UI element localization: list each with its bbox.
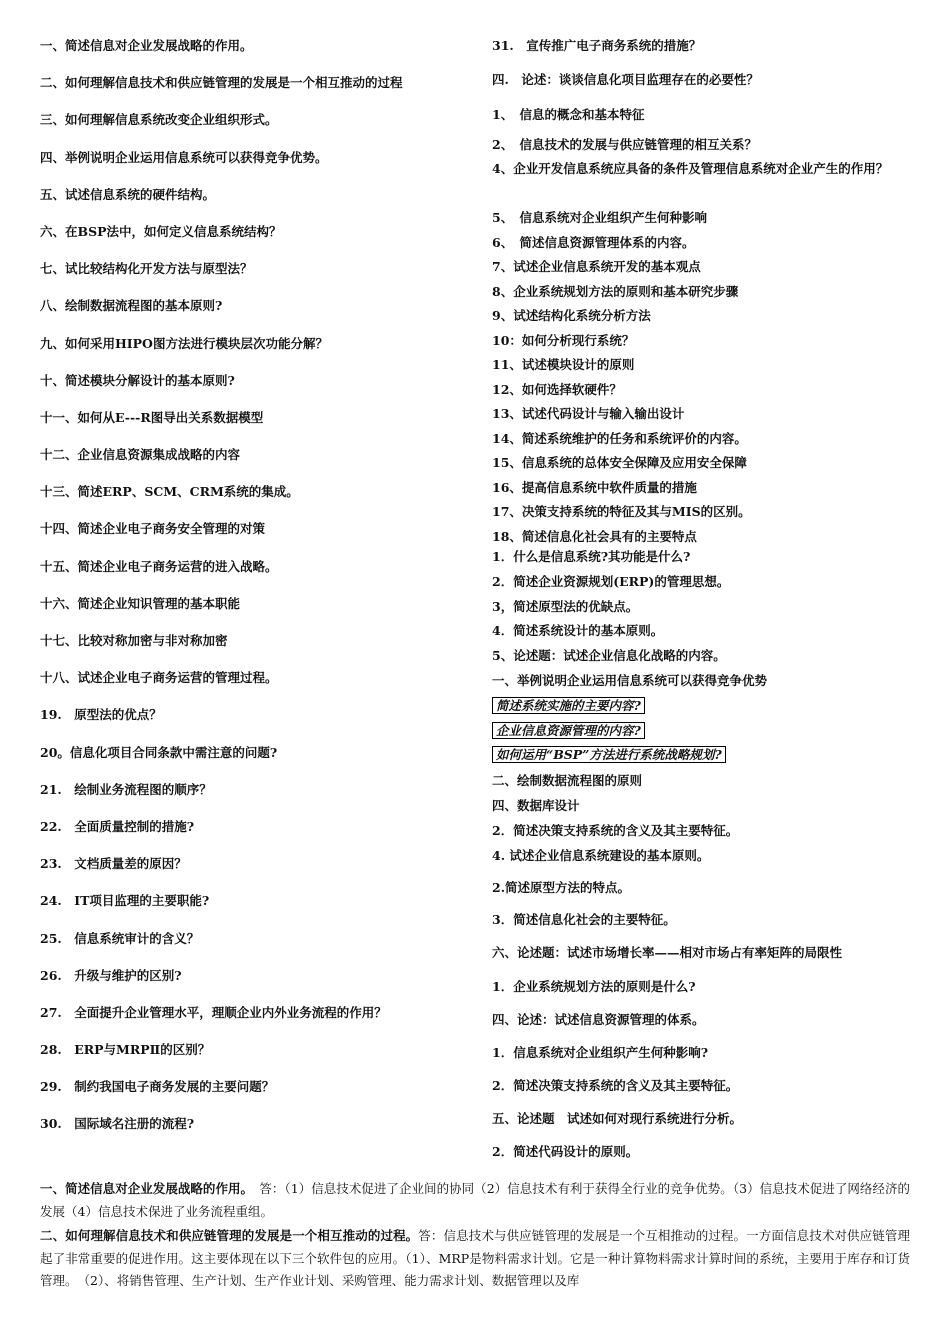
boxed-question: 如何运用“BSP”方法进行系统战略规划? <box>492 746 726 763</box>
left-question-item: 八、绘制数据流程图的基本原则? <box>40 298 223 314</box>
left-question-item: 22. 全面质量控制的措施? <box>40 818 195 834</box>
left-question-item: 20。信息化项目合同条款中需注意的问题? <box>40 744 278 760</box>
right-question-item: 16、提高信息系统中软件质量的措施 <box>492 480 697 495</box>
left-question-item: 23. 文档质量差的原因？ <box>40 856 187 872</box>
right-question-item: 四、数据库设计 <box>492 798 580 813</box>
right-question-item: 31. 宣传推广电子商务系统的措施？ <box>492 38 702 53</box>
answer-section <box>40 1178 910 1295</box>
right-question-item: 9、试述结构化系统分析方法 <box>492 308 651 323</box>
right-question-item: 五、论述题 试述如何对现行系统进行分析。 <box>492 1111 743 1126</box>
right-question-item: 10：如何分析现行系统？ <box>492 333 635 348</box>
right-question-item: 1、 信息的概念和基本特征 <box>492 107 645 122</box>
right-question-item: 5、 信息系统对企业组织产生何种影响 <box>492 210 707 225</box>
left-question-item: 28. ERP与MRPⅡ的区别？ <box>40 1042 211 1058</box>
left-question-item: 十六、简述企业知识管理的基本职能 <box>40 595 241 611</box>
left-question-item: 三、如何理解信息系统改变企业组织形式。 <box>40 112 278 128</box>
answer-text: 答：信息技术与供应链管理的发展是一个互相推动的过程。一方面信息技术对供应链管理起了非常重要的促进作用。这主要体现在以下三个软件包的应用。（1）、MRP是物料需求计划。它是一种计算物料需求计算时间的系统，主要用于库存和订货管理。 （2）、将销售管理、生产计划、生产作业计划、采购管理、能力需求计划、数据管理以及库 <box>40 1228 910 1288</box>
right-question-item: 17、决策支持系统的特征及其与MIS的区别。 <box>492 504 751 519</box>
left-question-item: 26. 升级与维护的区别? <box>40 967 182 983</box>
right-question-item: 四、论述：试述信息资源管理的体系。 <box>492 1012 705 1027</box>
left-question-item: 四、举例说明企业运用信息系统可以获得竞争优势。 <box>40 149 328 165</box>
left-question-item: 一、简述信息对企业发展战略的作用。 <box>40 38 253 53</box>
right-question-item: 2．简述代码设计的原则。 <box>492 1144 639 1159</box>
left-question-item: 十四、简述企业电子商务安全管理的对策 <box>40 521 266 537</box>
left-question-item: 25. 信息系统审计的含义？ <box>40 930 200 946</box>
right-question-item: 3，简述原型法的优缺点。 <box>492 599 639 614</box>
right-question-item: 2．简述决策支持系统的含义及其主要特征。 <box>492 1078 739 1093</box>
right-question-item: 2、 信息技术的发展与供应链管理的相互关系？ <box>492 137 757 152</box>
right-question-item: 4、企业开发信息系统应具备的条件及管理信息系统对企业产生的作用？ <box>492 161 889 176</box>
right-question-item: 4. 试述企业信息系统建设的基本原则。 <box>492 848 710 863</box>
left-question-item: 十五、简述企业电子商务运营的进入战略。 <box>40 558 278 574</box>
right-question-item: 18、简述信息化社会具有的主要特点 <box>492 529 697 544</box>
right-question-item <box>492 697 645 714</box>
left-question-item: 二、如何理解信息技术和供应链管理的发展是一个相互推动的过程 <box>40 75 403 91</box>
left-question-item: 七、试比较结构化开发方法与原型法？ <box>40 261 253 277</box>
right-question-item: 5、论述题：试述企业信息化战略的内容。 <box>492 648 726 663</box>
left-question-item: 十一、如何从E---R图导出关系数据模型 <box>40 409 264 425</box>
left-question-item: 27. 全面提升企业管理水平，理顺企业内外业务流程的作用？ <box>40 1004 387 1020</box>
left-question-item: 十八、试述企业电子商务运营的管理过程。 <box>40 670 278 686</box>
right-question-item: 3．简述信息化社会的主要特征。 <box>492 912 676 927</box>
right-question-item: 12、如何选择软硬件？ <box>492 382 622 397</box>
right-question-item: 2．简述企业资源规划(ERP)的管理思想。 <box>492 574 730 589</box>
boxed-question: 简述系统实施的主要内容? <box>492 697 645 714</box>
left-question-item: 24. IT项目监理的主要职能? <box>40 893 210 909</box>
answer-text: 答：（1）信息技术促进了企业间的协同（2）信息技术有利于获得全行业的竞争优势。（3）信息技术促进了网络经济的发展（4）信息技术保进了业务流程重组。 <box>40 1181 910 1219</box>
right-question-item: 14、简述系统维护的任务和系统评价的内容。 <box>492 431 747 446</box>
left-question-item: 十三、简述ERP、SCM、CRM系统的集成。 <box>40 484 299 500</box>
left-question-item: 21. 绘制业务流程图的顺序？ <box>40 781 212 797</box>
right-question-item <box>492 746 726 763</box>
right-question-item <box>492 722 645 739</box>
right-question-item: 6、 简述信息资源管理体系的内容。 <box>492 235 695 250</box>
right-question-item: 13、试述代码设计与输入输出设计 <box>492 406 685 421</box>
right-question-item: 11、试述模块设计的原则 <box>492 357 635 372</box>
left-question-item: 30. 国际域名注册的流程? <box>40 1116 195 1132</box>
right-question-item: 7、试述企业信息系统开发的基本观点 <box>492 259 701 274</box>
answer-paragraph <box>40 1178 910 1223</box>
left-question-item: 六、在BSP法中，如何定义信息系统结构？ <box>40 223 282 239</box>
answer-title: 一、简述信息对企业发展战略的作用。 <box>40 1181 247 1196</box>
right-question-item: 2．简述决策支持系统的含义及其主要特征。 <box>492 823 739 838</box>
answer-paragraph <box>40 1225 910 1293</box>
right-question-item: 四. 论述：谈谈信息化项目监理存在的必要性？ <box>492 72 759 87</box>
right-question-item: 4．简述系统设计的基本原则。 <box>492 623 664 638</box>
left-question-item: 19. 原型法的优点？ <box>40 707 162 723</box>
answer-title: 二、如何理解信息技术和供应链管理的发展是一个相互推动的过程。 <box>40 1228 419 1243</box>
left-question-column <box>40 38 480 1154</box>
right-question-item: 8、企业系统规划方法的原则和基本研究步骤 <box>492 284 739 299</box>
boxed-question: 企业信息资源管理的内容? <box>492 722 645 739</box>
right-question-item: 1．信息系统对企业组织产生何种影响? <box>492 1045 709 1060</box>
right-question-item: 1．什么是信息系统?其功能是什么? <box>492 549 691 564</box>
left-question-item: 十二、企业信息资源集成战略的内容 <box>40 447 241 463</box>
left-question-item: 十七、比较对称加密与非对称加密 <box>40 633 228 648</box>
left-question-item: 十、简述模块分解设计的基本原则? <box>40 372 235 388</box>
right-question-item: 一、举例说明企业运用信息系统可以获得竞争优势 <box>492 673 768 688</box>
left-question-item: 29. 制约我国电子商务发展的主要问题？ <box>40 1079 275 1095</box>
right-question-item: 1．企业系统规划方法的原则是什么? <box>492 979 696 994</box>
right-question-item: 15、信息系统的总体安全保障及应用安全保障 <box>492 455 747 470</box>
right-question-item: 2.简述原型方法的特点。 <box>492 880 631 895</box>
right-question-item: 二、绘制数据流程图的原则 <box>492 773 643 788</box>
left-question-item: 九、如何采用HIPO图方法进行模块层次功能分解？ <box>40 335 328 351</box>
right-question-item: 六、论述题：试述市场增长率——相对市场占有率矩阵的局限性 <box>492 945 843 960</box>
left-question-item: 五、试述信息系统的硬件结构。 <box>40 186 216 202</box>
